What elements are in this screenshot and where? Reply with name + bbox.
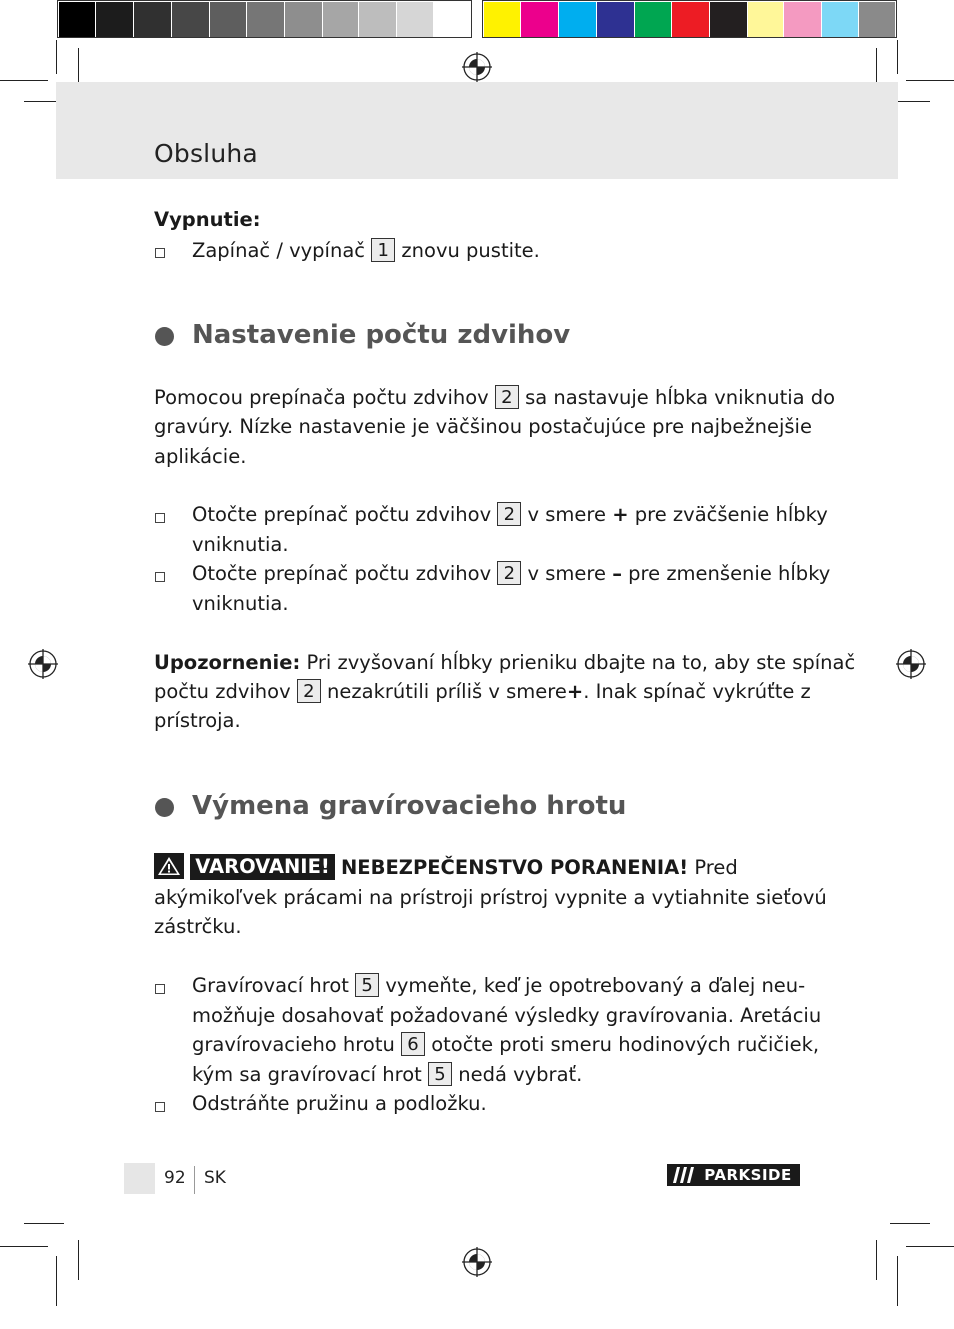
section-bullet-icon [155,798,174,817]
gray-swatch [285,2,322,37]
color-swatch [672,2,709,37]
color-swatch [748,2,783,37]
text-segment: Pri zvyšovaní hĺbky prieniku dbajte na to, aby ste spínač [306,651,856,674]
color-swatch [484,2,520,37]
bullet-box-icon [155,248,165,258]
warning-line [154,853,738,883]
gray-swatch [59,2,95,37]
color-swatch [597,2,634,37]
text-segment: Otočte prepínač počtu zdvihov [192,562,492,585]
note-line [154,677,811,707]
part-ref-badge: 5 [428,1062,452,1086]
gray-swatch [96,2,133,37]
section-bullet-icon [155,327,174,346]
text-segment: vymeňte, keď je opotrebovaný a ďalej neu- [385,974,806,997]
footer-divider [194,1166,195,1194]
registration-mark-icon [896,649,926,679]
gray-swatch [397,2,433,37]
text-segment: Pred [694,856,738,879]
warning-label: VAROVANIE! [190,854,335,880]
footer-tab [124,1163,155,1194]
note-line [154,648,855,678]
gray-swatch [172,2,209,37]
paragraph-line: aplikácie. [154,445,247,468]
text-segment: pre zväčšenie hĺbky [634,503,828,526]
switch-off-heading: Vypnutie: [154,208,261,231]
text-segment: Otočte prepínač počtu zdvihov [192,503,492,526]
text-segment: pre zmenšenie hĺbky [628,562,831,585]
text-segment: sa nastavuje hĺbka vniknutia do [525,386,836,409]
direction-sign: + [566,680,584,703]
text-segment: . Inak spínač vykrúťte z [583,680,811,703]
list-item-continuation [192,1030,819,1060]
warning-line: akýmikoľvek prácami na prístroji prístroj vypnite a vytiahnite sieťovú [154,886,827,909]
text-segment: nedá vybrať. [458,1063,583,1086]
gray-swatch [359,2,396,37]
list-item-continuation: možňuje dosahovať požadované výsledky gravírovania. Aretáciu [192,1004,822,1027]
part-ref-badge: 2 [297,679,321,703]
bullet-box-icon [155,984,165,994]
gray-swatch [323,2,358,37]
registration-mark-icon [462,52,492,82]
direction-sign: + [612,503,629,526]
text-segment: Gravírovací hrot [192,974,349,997]
text-segment: v smere [527,562,606,585]
brand-name: PARKSIDE [704,1166,792,1184]
list-item [192,971,805,1001]
text-segment: Zapínač / vypínač [192,239,366,262]
list-item [192,559,830,589]
paragraph-line [154,383,835,413]
list-item [192,500,828,530]
bullet-box-icon [155,1102,165,1112]
brand-logo [667,1164,800,1186]
note-label: Upozornenie: [154,651,301,674]
text-segment: gravírovacieho hrotu [192,1033,395,1056]
language-code: SK [204,1168,226,1188]
color-swatch [710,2,747,37]
gray-swatch [434,2,470,37]
paragraph-line: gravúry. Nízke nastavenie je väčšinou postačujúce pre najbežnejšie [154,415,812,438]
section-heading-tip: Výmena gravírovacieho hrotu [192,791,627,821]
section-heading-stroke: Nastavenie počtu zdvihov [192,320,571,350]
list-item: Odstráňte pružinu a podložku. [192,1092,487,1115]
color-swatch [859,2,895,37]
gray-swatch [210,2,246,37]
list-item-continuation: vniknutia. [192,592,289,615]
text-segment: nezakrútili príliš v smere [327,680,567,703]
text-segment: kým sa gravírovací hrot [192,1063,422,1086]
part-ref-badge: 2 [497,502,521,526]
text-segment: počtu zdvihov [154,680,291,703]
part-ref-badge: 5 [355,973,379,997]
gray-swatch [247,2,284,37]
text-segment: Pomocou prepínača počtu zdvihov [154,386,489,409]
color-swatch [559,2,596,37]
color-swatch [822,2,858,37]
part-ref-badge: 2 [495,385,519,409]
color-swatch [521,2,558,37]
part-ref-badge: 2 [497,561,521,585]
switch-off-item [192,236,540,266]
bullet-box-icon [155,513,165,523]
list-item-continuation: vniknutia. [192,533,289,556]
page-number: 92 [164,1168,186,1188]
logo-stripes-icon [669,1164,697,1186]
text-segment: otočte proti smeru hodinových ručičiek, [431,1033,820,1056]
gray-swatch [134,2,171,37]
color-swatch [784,2,821,37]
part-ref-badge: 1 [371,238,395,262]
page-title: Obsluha [154,139,258,168]
bullet-box-icon [155,572,165,582]
text-segment: v smere [527,503,606,526]
direction-sign: – [612,562,622,585]
part-ref-badge: 6 [401,1032,425,1056]
warning-title: NEBEZPEČENSTVO PORANENIA! [340,856,689,879]
note-line: prístroja. [154,709,241,732]
registration-mark-icon [462,1247,492,1277]
list-item-continuation [192,1060,582,1090]
warning-line: zástrčku. [154,915,242,938]
color-swatch [635,2,671,37]
warning-triangle-icon [154,853,184,879]
registration-mark-icon [28,649,58,679]
text-segment: znovu pustite. [401,239,540,262]
